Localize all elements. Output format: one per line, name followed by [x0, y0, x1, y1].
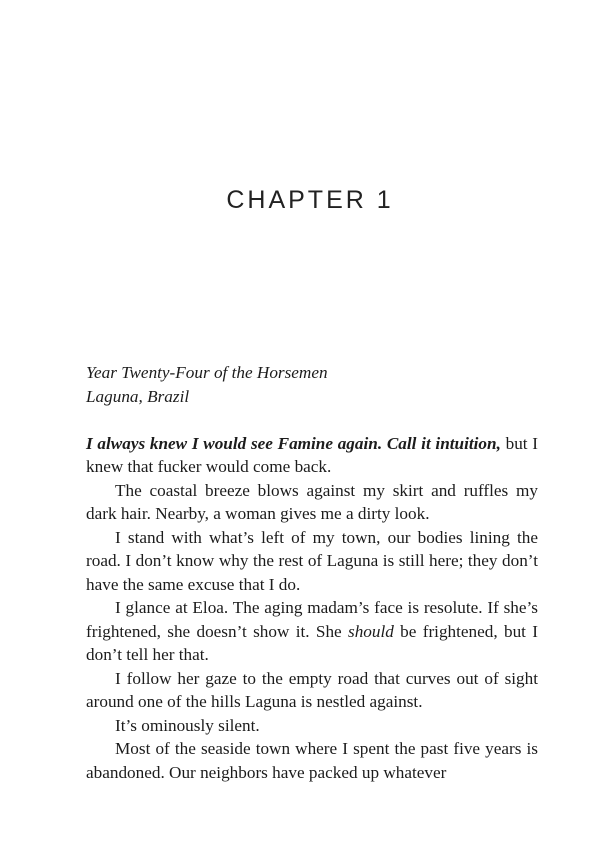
epigraph-place: Laguna, Brazil: [86, 386, 190, 406]
paragraph-3: I stand with what’s left of my town, our bodies lining the road. I don’t know why the rest of Laguna is still here; they don’t have the same excuse that I do.: [86, 527, 538, 594]
paragraph-4: [86, 596, 538, 667]
epigraph-time: Year Twenty-Four of the Horsemen: [86, 363, 328, 382]
chapter-epigraph: [86, 361, 538, 408]
emphasis-should: should: [348, 621, 394, 641]
paragraph-1-rest: but I knew that fucker would come back.: [86, 433, 539, 476]
paragraph-1: [86, 432, 538, 479]
paragraph-5: I follow her gaze to the empty road that curves out of sight around one of the hills Laguna is nestled against.: [86, 668, 538, 711]
paragraph-4-part-b: be frightened, but I don’t tell her that.: [86, 621, 539, 664]
opening-lead-in: I always knew I would see Famine again. Call it intuition,: [86, 433, 501, 453]
paragraph-7: Most of the seaside town where I spent the past five years is abandoned. Our neighbors have packed up whatever: [86, 739, 538, 782]
chapter-title: CHAPTER 1: [226, 186, 394, 214]
paragraph-2: The coastal breeze blows against my skirt and ruffles my dark hair. Nearby, a woman gives me a dirty look.: [86, 480, 538, 523]
chapter-body: [86, 361, 538, 784]
paragraph-4-part-a: I glance at Eloa. The aging madam’s face is resolute. If she’s frightened, she doesn’t show it. She: [86, 598, 538, 641]
paragraph-6: It’s ominously silent.: [115, 715, 260, 735]
